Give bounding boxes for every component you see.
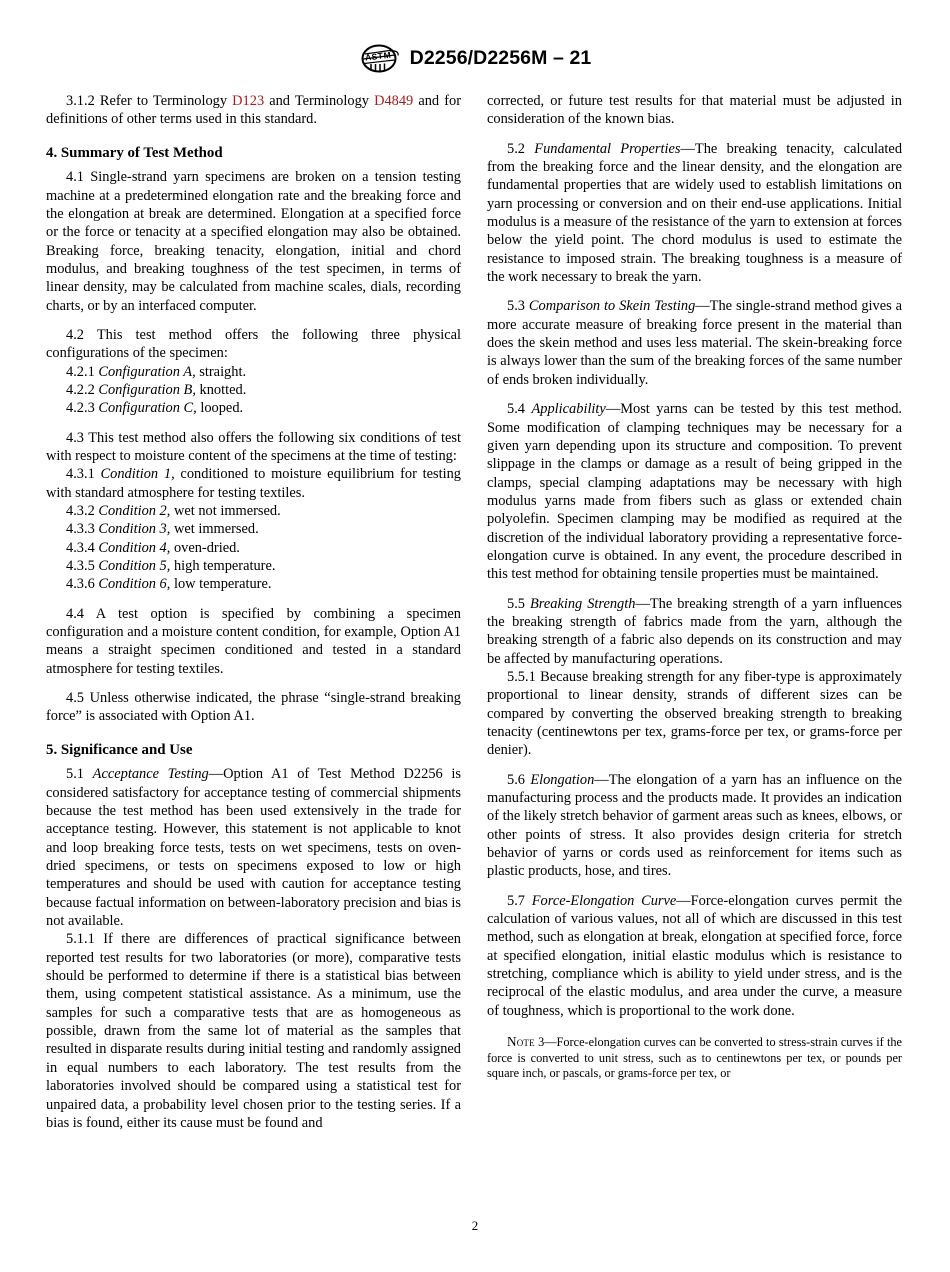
paragraph-4-2-2 — [46, 381, 461, 399]
paragraph-5-1-text: —Option A1 of Test Method D2256 is considered satisfactory for acceptance testing of commercial shipments because the test method has been used extensively in the trade for acceptance testing. However, this statement is not applicable to knot and loop breaking force tests, tests on wet specimens, tests on oven-dried specimens, or tests on specimens exposed to low or high temperatures and should be used with caution for acceptance testing because factual information on between-laboratory precision and bias is not available. — [46, 766, 461, 930]
page-footer — [0, 1218, 950, 1234]
svg-text:S: S — [370, 51, 378, 62]
left-column — [46, 92, 461, 1132]
paragraph-4-2-2-text: knotted. — [195, 381, 247, 398]
paragraph-5-5-term: Breaking Strength — [530, 595, 636, 612]
paragraph-4-3-6-term: Condition 6, — [98, 576, 171, 593]
paragraph-4-3-1-term: Condition 1, — [100, 466, 175, 483]
paragraph-5-1-1: 5.1.1 If there are differences of practical significance between reported test results for two laboratories (or more), comparative tests should be performed to determine if there is a statistical bias between them, using competent statistical assistance. As a minimum, use the samples for such a comparative tests that are as homogeneous as possible, drawn from the same lot of material as the samples that resulted in disparate results during initial testing and randomly assigned in equal numbers to each laboratory. The test results from the laboratories involved should be compared using a statistical test for unpaired data, a probability level chosen prior to the testing series. If a bias is found, either its cause must be found and — [46, 931, 461, 1131]
paragraph-4-3-6-text: low temperature. — [170, 576, 272, 593]
note-text: —Force-elongation curves can be converted to stress-strain curves if the force is converted to unit stress, such as to centinewtons per tex, or pounds per square inch, or pascals, or grams-force per tex, or — [487, 1035, 902, 1081]
paragraph-4-2-1-text: straight. — [195, 363, 247, 380]
paragraph-3-1-2-text-b: and Terminology — [264, 93, 375, 109]
page-header — [0, 44, 950, 73]
paragraph-4-3-2-term: Condition 2, — [98, 503, 171, 520]
paragraph-4-3-1 — [46, 465, 461, 502]
paragraph-4-3-3-number: 4.3.3 — [66, 521, 99, 538]
paragraph-5-7-number: 5.7 — [507, 892, 532, 909]
right-column — [487, 92, 902, 1082]
paragraph-5-1-1-continued: corrected, or future test results for that material must be adjusted in consideration of the known bias. — [487, 93, 902, 128]
paragraph-4-2-1 — [46, 363, 461, 381]
link-d123[interactable]: D123 — [232, 93, 265, 109]
paragraph-5-4-number: 5.4 — [507, 401, 532, 418]
heading-section-5: 5. Significance and Use — [46, 741, 193, 758]
paragraph-5-6-text: —The elongation of a yarn has an influence on the manufacturing process and the products made. It provides an indication of the likely stretch behavior of garment areas such as knees, elbows, or other points of stress. It also provides design criteria for stretch behavior of yarns or cords used as reinforcement for items such as plastic products, hose, and tires. — [487, 771, 902, 880]
paragraph-4-3-2 — [46, 502, 461, 520]
paragraph-4-3-4-term: Condition 4, — [98, 539, 171, 556]
paragraph-5-1-term: Acceptance Testing — [92, 766, 209, 783]
paragraph-4-2-2-term: Configuration B, — [98, 381, 196, 398]
paragraph-4-3-4-number: 4.3.4 — [66, 539, 99, 556]
paragraph-4-2-3-term: Configuration C, — [98, 400, 197, 417]
paragraph-4-4: 4.4 A test option is specified by combining a specimen configuration and a moisture content condition, for example, Option A1 means a straight specimen conditioned and tested in a standard atmosphere for testing textiles. — [46, 605, 461, 677]
paragraph-5-2-number: 5.2 — [507, 140, 535, 157]
paragraph-5-2 — [487, 140, 902, 287]
paragraph-3-1-2-text-c: and for definitions of other terms used in this standard. — [46, 93, 461, 128]
paragraph-4-3-5 — [46, 557, 461, 575]
paragraph-5-3-text: —The single-strand method gives a more accurate measure of breaking force present in the material than does the skein method and uses less material. The skein-breaking force is always lower than the sum of the breaking forces of the same number of ends broken individually. — [487, 298, 903, 388]
paragraph-5-2-term: Fundamental Properties — [534, 140, 681, 157]
paragraph-4-2-1-term: Configuration A, — [98, 363, 196, 380]
paragraph-5-5-text: —The breaking strength of a yarn influences the breaking strength of fabrics made from the yarn, although the breaking strength of a fabric also depends on its construction and may be affected by manufacturing operations. — [487, 595, 903, 667]
paragraph-5-2-text: —The breaking tenacity, calculated from the breaking force and the linear density, and the elongation are fundamental properties that are widely used to establish limitations on yarn processing or conversion and on their end-use applications. Initial modulus is a measure of the resistance of the yarn to extension at forces below the yield point. The chord modulus is used to estimate the resistance to imposed strain. The breaking toughness is a measure of the work necessary to break the yarn. — [487, 140, 903, 286]
paragraph-4-2-3 — [46, 399, 461, 417]
paragraph-4-3: 4.3 This test method also offers the following six conditions of test with respect to moisture content of the specimens at the time of testing: — [46, 429, 461, 464]
paragraph-4-3-1-number: 4.3.1 — [66, 466, 101, 483]
paragraph-5-7 — [487, 892, 902, 1020]
svg-text:A: A — [364, 51, 372, 63]
paragraph-4-3-6 — [46, 575, 461, 593]
paragraph-5-3-number: 5.3 — [507, 298, 529, 315]
paragraph-5-4-term: Applicability — [531, 401, 606, 418]
paragraph-4-5: 4.5 Unless otherwise indicated, the phrase “single-strand breaking force” is associated with Option A1. — [46, 690, 461, 725]
paragraph-4-2-3-text: looped. — [196, 400, 244, 417]
paragraph-5-4 — [487, 400, 902, 583]
paragraph-4-3-5-text: high temperature. — [170, 558, 276, 575]
paragraph-5-1 — [46, 765, 461, 930]
svg-text:T: T — [376, 50, 384, 61]
paragraph-4-3-5-term: Condition 5, — [98, 558, 171, 575]
paragraph-5-6 — [487, 771, 902, 881]
standard-designation: D2256/D2256M – 21 — [409, 47, 592, 69]
paragraph-4-3-3 — [46, 520, 461, 538]
paragraph-5-6-number: 5.6 — [507, 771, 531, 788]
paragraph-4-3-2-text: wet not immersed. — [170, 503, 281, 520]
paragraph-4-3-6-number: 4.3.6 — [66, 576, 99, 593]
paragraph-5-3-term: Comparison to Skein Testing — [528, 298, 696, 315]
paragraph-4-1: 4.1 Single-strand yarn specimens are broken on a tension testing machine at a predetermined elongation rate and the breaking force and the elongation at break are determined. Elongation at a specified force or the force or tenacity at a specified elongation may also be obtained. Breaking force, breaking tenacity, elongation, initial and chord modulus, and breaking toughness of the test specimen, in terms of linear density, may be calculated from machine scales, dials, recording charts, or by an interfaced computer. — [46, 169, 461, 314]
paragraph-4-3-5-number: 4.3.5 — [66, 558, 99, 575]
note-3 — [487, 1034, 902, 1082]
astm-logo-icon — [359, 44, 401, 73]
paragraph-3-1-2 — [46, 92, 461, 129]
paragraph-5-7-term: Force-Elongation Curve — [531, 892, 677, 909]
paragraph-4-3-1-text: conditioned to moisture equilibrium for testing with standard atmosphere for testing textiles. — [46, 466, 461, 501]
paragraph-4-3-4 — [46, 539, 461, 557]
note-label: Note — [507, 1034, 535, 1050]
paragraph-4-2-3-number: 4.2.3 — [66, 400, 99, 417]
paragraph-5-7-text: —Force-elongation curves permit the calculation of various values, not all of which are discussed in this test method, such as elongation at break, elongation at specified force, force at specified elongation, initial elastic modulus which is resistance to stretching, compliance which is ability to yield under stress, and is the reciprocal of the elastic modulus, and area under the curve, a measure of toughness, which is proportional to the work done. — [487, 892, 902, 1019]
paragraph-5-4-text: —Most yarns can be tested by this test method. Some modification of clamping techniques may be necessary for a given yarn depending upon its structure and composition. To prevent slippage in the clamps or damage as a result of being gripped in the clamps, special clamping adaptations may be necessary with high modulus yarns made from fibers such as glass or extended chain polyolefin. Specimen clamping may be modified as required at the discretion of the individual laboratory providing a representative force-elongation curve is obtained. In any event, the procedure described in this test method for obtaining tensile properties must be maintained. — [487, 401, 902, 583]
heading-section-4: 4. Summary of Test Method — [46, 144, 223, 161]
paragraph-5-1-number: 5.1 — [66, 766, 93, 783]
paragraph-4-2-2-number: 4.2.2 — [66, 381, 99, 398]
note-number: 3 — [534, 1035, 545, 1050]
paragraph-5-6-term: Elongation — [530, 771, 595, 788]
paragraph-5-5 — [487, 595, 902, 668]
paragraph-4-3-3-text: wet immersed. — [170, 521, 259, 538]
paragraph-3-1-2-text-a: 3.1.2 Refer to Terminology — [66, 93, 233, 109]
page-number: 2 — [471, 1218, 479, 1233]
paragraph-4-3-2-number: 4.3.2 — [66, 503, 99, 520]
paragraph-4-3-4-text: oven-dried. — [170, 539, 240, 556]
paragraph-5-5-1: 5.5.1 Because breaking strength for any fiber-type is approximately proportional to linear density, strands of different sizes can be compared by converting the observed breaking strength to breaking tenacity (centinewtons per tex, grams-force per tex, or grams-force per denier). — [487, 668, 902, 759]
paragraph-4-3-3-term: Condition 3, — [98, 521, 171, 538]
paragraph-5-5-number: 5.5 — [507, 595, 530, 612]
paragraph-4-2: 4.2 This test method offers the following three physical configurations of the specimen: — [46, 326, 461, 362]
paragraph-4-2-1-number: 4.2.1 — [66, 363, 99, 380]
paragraph-5-3 — [487, 297, 902, 389]
svg-text:M: M — [382, 49, 391, 61]
link-d4849[interactable]: D4849 — [374, 93, 414, 109]
